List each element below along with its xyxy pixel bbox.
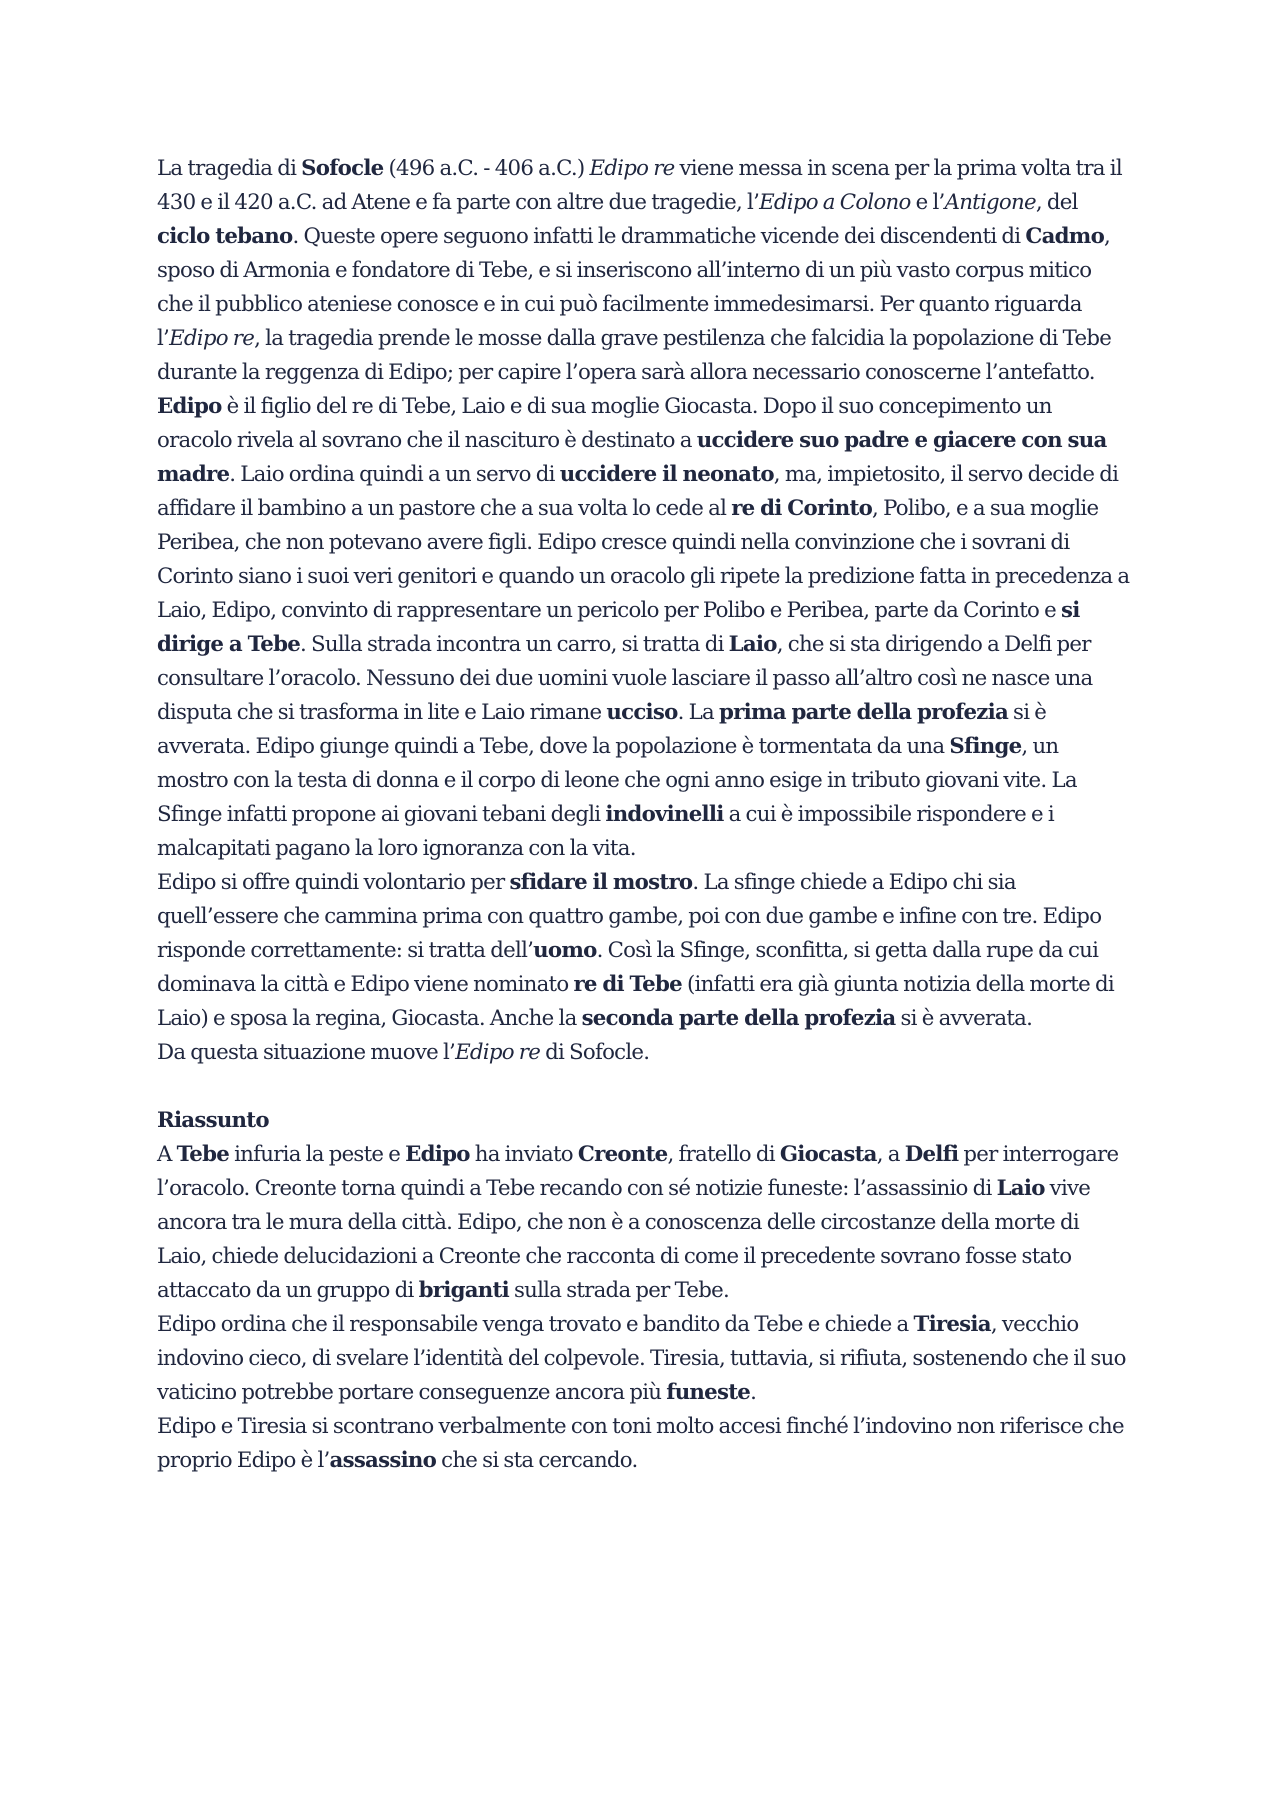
- text-run: per interrogare l’oracolo. Creonte torna quindi a Tebe recando con sé notizie funeste: l’assassinio di: [157, 1142, 1119, 1201]
- text-run: , sposo di Armonia e fondatore di Tebe, e si inseriscono all’interno di un più vasto corpus mitico che il pubblico ateniese conosce e in cui può facilmente immedesimarsi. Per quanto riguarda l’: [157, 224, 1111, 351]
- bold-term: Laio: [996, 1176, 1045, 1201]
- text-run: Edipo si offre quindi volontario per: [157, 870, 510, 895]
- bold-term: ciclo tebano: [157, 224, 293, 249]
- bold-term: re di Tebe: [573, 972, 682, 997]
- text-run: , a: [876, 1142, 905, 1167]
- text-run: Da questa situazione muove l’: [157, 1040, 456, 1065]
- bold-term: Tiresia: [913, 1312, 991, 1337]
- work-title: Antigone: [944, 190, 1036, 215]
- text-run: , un mostro con la testa di donna e il corpo di leone che ogni anno esige in tributo giovani vite. La Sfinge infatti propone ai giovani tebani degli: [157, 734, 1077, 827]
- bold-term: briganti: [418, 1278, 509, 1303]
- bold-term: re di Corinto: [731, 496, 873, 521]
- bold-term: Edipo: [405, 1142, 470, 1167]
- text-run: si è avverata. Edipo giunge quindi a Tebe, dove la popolazione è tormentata da una: [157, 700, 1047, 759]
- text-run: sulla strada per Tebe.: [508, 1278, 730, 1303]
- work-title: Edipo a Colono: [759, 190, 911, 215]
- text-run: .: [750, 1380, 757, 1405]
- intro-paragraph-1: [157, 152, 1130, 390]
- text-run: . Così la Sfinge, sconfitta, si getta dalla rupe da cui dominava la città e Edipo viene nominato: [157, 938, 1099, 997]
- bold-term: prima parte della profezia: [719, 700, 1009, 725]
- bold-term: indovinelli: [605, 802, 724, 827]
- bold-term: Sofocle: [301, 156, 384, 181]
- bold-term: Laio: [728, 632, 777, 657]
- bold-term: sfidare il mostro: [509, 870, 693, 895]
- text-run: Edipo ordina che il responsabile venga trovato e bandito da Tebe e chiede a: [157, 1312, 914, 1337]
- bold-term: ucciso: [606, 700, 678, 725]
- text-run: è il figlio del re di Tebe, Laio e di sua moglie Giocasta. Dopo il suo concepimento un oracolo rivela al sovrano che il nascituro è destinato a: [157, 394, 1052, 453]
- bold-term: Sfinge: [949, 734, 1022, 759]
- bold-term: Giocasta: [779, 1142, 877, 1167]
- intro-paragraph-4: [157, 1036, 1130, 1070]
- text-run: infuria la peste e: [229, 1142, 406, 1167]
- text-run: di Sofocle.: [540, 1040, 650, 1065]
- text-run: . La: [677, 700, 719, 725]
- work-title: Edipo re: [455, 1040, 541, 1065]
- bold-term: uccidere suo padre e giacere con sua madre: [157, 428, 1107, 487]
- text-run: A: [157, 1142, 177, 1167]
- text-run: (496 a.C. - 406 a.C.): [383, 156, 590, 181]
- text-run: si è avverata.: [895, 1006, 1033, 1031]
- bold-term: uccidere il neonato: [559, 462, 774, 487]
- text-run: e l’: [910, 190, 945, 215]
- bold-term: Delfi: [904, 1142, 959, 1167]
- text-run: , Polibo, e a sua moglie Peribea, che non potevano avere figli. Edipo cresce quindi nella convinzione che i sovrani di Corinto siano i suoi veri genitori e quando un oracolo gli ripete la predizione fatta in precedenza a Laio, Edipo, convinto di rappresentare un pericolo per Polibo e Peribea, parte da Corinto e: [157, 496, 1130, 623]
- text-run: , fratello di: [667, 1142, 780, 1167]
- text-run: che si sta cercando.: [436, 1448, 638, 1473]
- bold-term: assassino: [329, 1448, 437, 1473]
- bold-term: Creonte: [577, 1142, 668, 1167]
- bold-term: Edipo: [157, 394, 222, 419]
- bold-term: si dirige a Tebe: [157, 598, 1080, 657]
- section-heading-riassunto: Riassunto: [157, 1108, 269, 1133]
- text-run: La tragedia di: [157, 156, 302, 181]
- summary-paragraph-1: [157, 1138, 1130, 1308]
- bold-term: Cadmo: [1025, 224, 1105, 249]
- text-run: , vecchio indovino cieco, di svelare l’identità del colpevole. Tiresia, tuttavia, si rifiuta, sostenendo che il suo vaticino potrebbe portare conseguenze ancora più: [157, 1312, 1126, 1405]
- text-run: . La sfinge chiede a Edipo chi sia quell’essere che cammina prima con quattro gambe, poi con due gambe e infine con tre. Edipo risponde correttamente: si tratta dell’: [157, 870, 1102, 963]
- text-run: , la tragedia prende le mosse dalla grave pestilenza che falcidia la popolazione di Tebe durante la reggenza di Edipo; per capire l’opera sarà allora necessario conoscerne l’antefatto.: [157, 326, 1112, 385]
- text-run: Edipo e Tiresia si scontrano verbalmente con toni molto accesi finché l’indovino non riferisce che proprio Edipo è l’: [157, 1414, 1124, 1473]
- text-run: viene messa in scena per la prima volta tra il 430 e il 420 a.C. ad Atene e fa parte con altre due tragedie, l’: [157, 156, 1122, 215]
- work-title: Edipo re: [169, 326, 255, 351]
- text-run: vive ancora tra le mura della città. Edipo, che non è a conoscenza delle circostanze della morte di Laio, chiede delucidazioni a Creonte che racconta di come il precedente sovrano fosse stato attaccato da un gruppo di: [157, 1176, 1091, 1303]
- text-run: . Laio ordina quindi a un servo di: [229, 462, 560, 487]
- bold-term: seconda parte della profezia: [581, 1006, 896, 1031]
- text-run: . Sulla strada incontra un carro, si tratta di: [300, 632, 729, 657]
- intro-paragraph-2: [157, 390, 1130, 866]
- summary-paragraph-3: [157, 1410, 1130, 1478]
- bold-term: Tebe: [176, 1142, 230, 1167]
- text-run: a cui è impossibile rispondere e i malcapitati pagano la loro ignoranza con la vita.: [157, 802, 1054, 861]
- text-run: (infatti era già giunta notizia della morte di Laio) e sposa la regina, Giocasta. Anche la: [157, 972, 1114, 1031]
- intro-paragraph-3: [157, 866, 1130, 1036]
- text-run: , che si sta dirigendo a Delfi per consultare l’oracolo. Nessuno dei due uomini vuole lasciare il passo all’altro così ne nasce una disputa che si trasforma in lite e Laio rimane: [157, 632, 1093, 725]
- text-run: ha inviato: [469, 1142, 578, 1167]
- bold-term: funeste: [666, 1380, 751, 1405]
- work-title: Edipo re: [589, 156, 675, 181]
- text-run: , del: [1035, 190, 1078, 215]
- summary-paragraph-2: [157, 1308, 1130, 1410]
- text-run: . Queste opere seguono infatti le drammatiche vicende dei discendenti di: [292, 224, 1026, 249]
- text-run: , ma, impietosito, il servo decide di affidare il bambino a un pastore che a sua volta lo cede al: [157, 462, 1119, 521]
- bold-term: uomo: [533, 938, 597, 963]
